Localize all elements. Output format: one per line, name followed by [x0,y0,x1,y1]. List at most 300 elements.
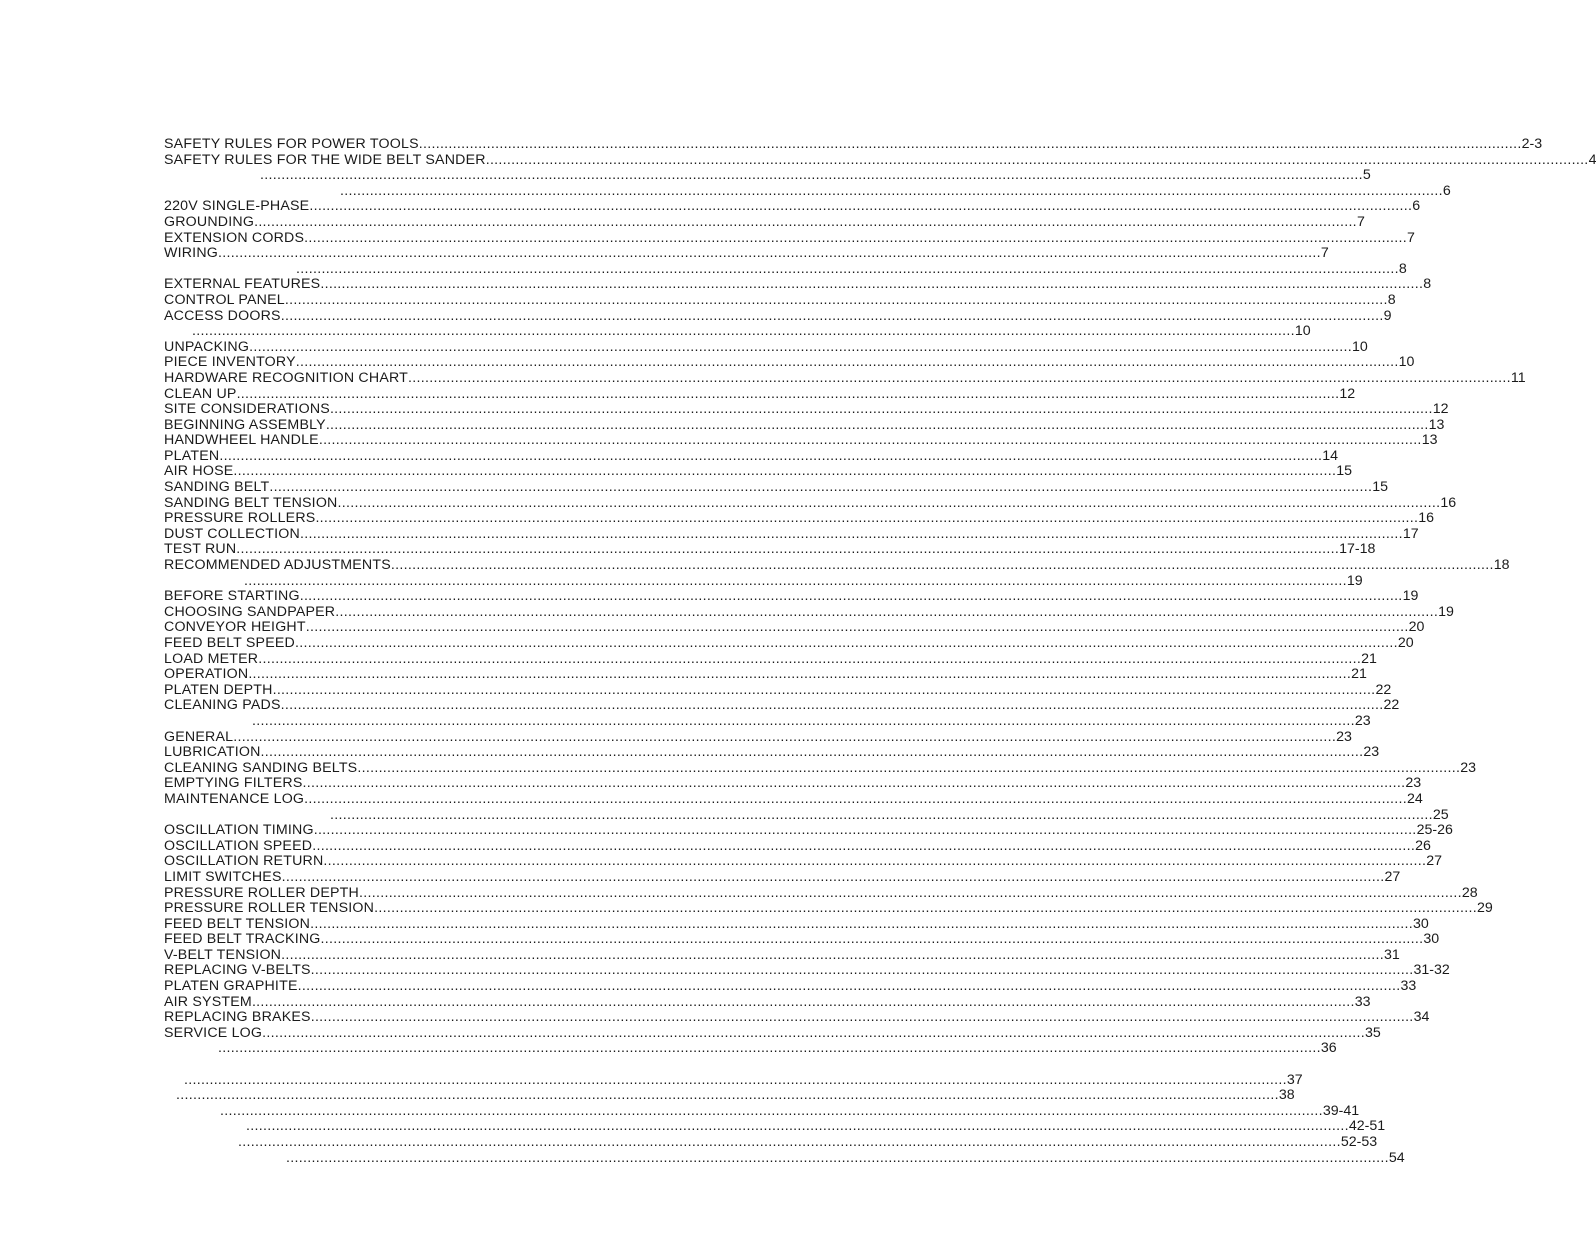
toc-dot-leader: .................................................................................................................................................................................................................................................................... [272,681,1376,698]
toc-entry-line [164,198,1421,215]
toc-entry [0,775,1422,792]
toc-page-number: 42-51 [1348,1118,1386,1135]
toc-page-number: 8 [1423,276,1432,293]
toc-entry-title: CHOOSING SANDPAPER [164,603,336,620]
toc-entry-line [164,619,1425,636]
toc-entry [0,697,1400,714]
toc-entry-line [164,369,1526,387]
toc-entry-title: GENERAL [164,728,234,745]
toc-entry-title: CLEAN UP [164,385,237,402]
toc-entry [0,744,1380,761]
toc-entry-title: PLATEN DEPTH [164,681,273,698]
toc-dot-leader: .................................................................................................................................................................................................................................................................... [323,853,1427,870]
toc-page-number: 15 [1372,479,1389,496]
toc-entry-line [164,900,1493,917]
toc-page-number: 38 [1278,1087,1295,1104]
toc-entry-line [164,588,1419,605]
toc-entry-title: MAINTENANCE LOG [164,790,305,807]
toc-page-number: 2-3 [1521,136,1543,152]
toc-entry [0,182,1451,200]
toc-entry [0,806,1449,824]
toc-entry-line [164,853,1443,870]
toc-entry [0,993,1371,1011]
toc-entry [0,1087,1295,1104]
toc-entry-line [164,432,1438,449]
toc-dot-leader: .................................................................................................................................................................................................................................................................... [485,151,1589,168]
toc-entry-title: OSCILLATION TIMING [164,822,314,839]
toc-entry-line [164,759,1476,777]
toc-dot-leader: .................................................................................................................................................................................................................................................................... [219,447,1323,464]
toc-entry-line [164,822,1453,839]
toc-page-number: 33 [1354,993,1371,1010]
toc-entry [0,900,1493,917]
toc-entry-line [244,572,1363,590]
toc-entry-line [164,868,1401,886]
toc-entry [0,837,1431,855]
toc-page-number: 37 [1286,1071,1303,1088]
toc-entry-title: FEED BELT TRACKING [164,931,321,948]
toc-entry-line [164,338,1368,356]
toc-entry-line [164,213,1365,231]
toc-page-number: 10 [1351,338,1368,355]
toc-entry-line [238,1134,1378,1151]
toc-entry-line [164,837,1431,855]
toc-entry-title: SITE CONSIDERATIONS [164,401,330,418]
toc-dot-leader: .................................................................................................................................................................................................................................................................... [357,759,1461,776]
toc-entry-line [164,666,1367,683]
toc-entry-title: PLATEN GRAPHITE [164,978,298,995]
toc-entry [0,712,1371,730]
toc-dot-leader: .................................................................................................................................................................................................................................................................... [318,432,1422,449]
toc-entry-line [164,307,1392,325]
toc-dot-leader: .................................................................................................................................................................................................................................................................... [192,323,1295,340]
toc-entry-title: OSCILLATION SPEED [164,837,313,854]
toc-entry-title: SAFETY RULES FOR THE WIDE BELT SANDER [164,151,486,168]
toc-dot-leader: .................................................................................................................................................................................................................................................................... [310,962,1414,979]
toc-entry-title: HANDWHEEL HANDLE [164,432,319,449]
toc-page-number: 20 [1408,619,1425,636]
toc-dot-leader: .................................................................................................................................................................................................................................................................... [309,198,1413,215]
toc-entry-title: SERVICE LOG [164,1024,263,1041]
toc-dot-leader: .................................................................................................................................................................................................................................................................... [236,385,1340,402]
toc-dot-leader: .................................................................................................................................................................................................................................................................... [236,541,1340,558]
toc-entry [0,557,1510,574]
toc-entry [0,307,1392,325]
toc-entry [0,525,1419,543]
toc-dot-leader: .................................................................................................................................................................................................................................................................... [408,369,1511,386]
toc-dot-leader: .................................................................................................................................................................................................................................................................... [304,229,1408,246]
toc-entry-title: REPLACING BRAKES [164,1009,311,1026]
toc-entry-line [164,884,1478,902]
toc-dot-leader: .................................................................................................................................................................................................................................................................... [284,291,1388,308]
toc-page-number: 4 [1588,151,1596,168]
toc-entry-title: V-BELT TENSION [164,946,282,963]
toc-entry-title: GROUNDING [164,213,255,230]
toc-entry-title: LIMIT SWITCHES [164,868,282,885]
toc-entry-line [164,1024,1381,1042]
toc-entry-title: UNPACKING [164,338,250,355]
toc-entry-title: ACCESS DOORS [164,307,281,324]
toc-entry [0,447,1338,465]
toc-dot-leader: .................................................................................................................................................................................................................................................................... [296,260,1399,277]
toc-entry [0,494,1457,512]
toc-entry-title: PRESSURE ROLLER TENSION [164,900,375,917]
toc-entry-title: PLATEN [164,447,220,464]
toc-entry-line [164,603,1454,621]
toc-dot-leader: .................................................................................................................................................................................................................................................................... [176,1087,1279,1104]
toc-page-number: 21 [1351,666,1367,683]
toc-entry [0,167,1371,184]
toc-entry-line [164,681,1392,699]
toc-entry-title: SAFETY RULES FOR POWER TOOLS [164,136,419,152]
toc-page-number: 20 [1397,635,1414,651]
toc-entry-line [164,229,1415,247]
toc-entry [0,260,1407,278]
toc-page-number: 7 [1356,213,1365,230]
toc-entry-line [164,291,1396,309]
toc-entry [0,213,1365,231]
toc-entry-title: FEED BELT SPEED [164,635,295,651]
toc-entry-line [164,463,1353,480]
toc-page-number: 13 [1428,416,1445,433]
toc-page-number: 28 [1461,884,1478,901]
toc-page-number: 29 [1476,900,1493,917]
toc-page-number: 23 [1336,728,1352,745]
toc-page-number: 23 [1363,744,1380,761]
toc-entry-title: FEED BELT TENSION [164,915,311,932]
toc-entry-title: PRESSURE ROLLERS [164,510,316,527]
toc-page-number: 31 [1383,946,1400,963]
toc-page-number: 10 [1398,354,1415,371]
toc-entry [0,1149,1405,1167]
toc-dot-leader: .................................................................................................................................................................................................................................................................... [312,837,1416,854]
toc-entry [0,151,1596,169]
toc-page-number: 23 [1354,712,1371,729]
toc-entry-line [252,712,1371,730]
toc-entry-line [164,915,1429,933]
toc-dot-leader: .................................................................................................................................................................................................................................................................... [218,245,1321,262]
toc-page-number: 8 [1387,291,1396,308]
toc-entry [0,1102,1360,1120]
toc-dot-leader: .................................................................................................................................................................................................................................................................... [233,728,1337,745]
toc-entry-line [164,510,1435,527]
toc-entry [0,822,1453,839]
toc-page-number: 18 [1493,557,1510,574]
toc-entry-title: DUST COLLECTION [164,525,300,542]
table-of-contents [0,136,1596,1166]
toc-entry-line [164,447,1338,465]
toc-entry-line [164,790,1423,808]
toc-page-number: 54 [1388,1149,1405,1166]
toc-entry-line [164,697,1400,714]
toc-page-number: 19 [1438,603,1454,620]
toc-page-number: 9 [1383,307,1392,324]
toc-dot-leader: .................................................................................................................................................................................................................................................................... [330,806,1433,823]
toc-page-number: 33 [1400,978,1417,995]
toc-entry-line [164,650,1377,668]
toc-entry [0,915,1429,933]
toc-entry [0,245,1329,262]
toc-entry-line [192,323,1311,340]
toc-page-number: 30 [1412,915,1429,932]
toc-dot-leader: .................................................................................................................................................................................................................................................................... [315,510,1419,527]
toc-page-number: 36 [1320,1040,1337,1057]
toc-spacer [0,1057,954,1073]
toc-entry [0,463,1353,480]
toc-entry-title: EXTERNAL FEATURES [164,276,321,293]
toc-entry [0,229,1415,247]
toc-entry-line [164,151,1596,169]
toc-entry-line [164,416,1445,434]
toc-entry [0,479,1389,496]
toc-entry [0,666,1367,683]
toc-dot-leader: .................................................................................................................................................................................................................................................................... [310,1009,1414,1026]
toc-entry-title: EXTENSION CORDS [164,229,305,246]
toc-entry-line [286,1149,1405,1167]
toc-entry [0,728,1352,746]
toc-page-number: 19 [1402,588,1419,605]
toc-dot-leader: .................................................................................................................................................................................................................................................................... [246,1118,1349,1135]
toc-entry [0,978,1417,995]
toc-entry-line [164,946,1400,964]
toc-dot-leader: .................................................................................................................................................................................................................................................................... [184,1071,1287,1088]
toc-dot-leader: .................................................................................................................................................................................................................................................................... [281,868,1385,885]
toc-page-number: 6 [1412,198,1421,215]
toc-page-number: 13 [1421,432,1438,449]
toc-entry [0,1134,1378,1151]
toc-entry [0,603,1454,621]
toc-entry-title: PIECE INVENTORY [164,354,296,371]
toc-entry-line [164,525,1419,543]
toc-dot-leader: .................................................................................................................................................................................................................................................................... [329,401,1433,418]
toc-dot-leader: .................................................................................................................................................................................................................................................................... [280,697,1384,714]
toc-page-number: 7 [1320,245,1329,262]
toc-entry-title: PRESSURE ROLLER DEPTH [164,884,359,901]
toc-dot-leader: .................................................................................................................................................................................................................................................................... [251,993,1355,1010]
toc-entry-line [164,635,1414,652]
toc-entry [0,354,1415,371]
toc-dot-leader: .................................................................................................................................................................................................................................................................... [299,525,1403,542]
toc-page-number: 30 [1423,931,1440,948]
toc-entry [0,572,1363,590]
toc-entry-line [246,1118,1386,1135]
toc-page-number: 24 [1407,790,1423,807]
toc-entry-line [184,1071,1303,1089]
toc-entry-title: WIRING [164,245,219,262]
toc-entry-title: OPERATION [164,666,249,683]
toc-entry-line [164,494,1457,512]
toc-page-number: 7 [1407,229,1415,246]
toc-dot-leader: .................................................................................................................................................................................................................................................................... [269,479,1373,496]
toc-entry [0,681,1392,699]
toc-dot-leader: .................................................................................................................................................................................................................................................................... [299,588,1403,605]
toc-dot-leader: .................................................................................................................................................................................................................................................................... [262,1024,1365,1041]
toc-entry [0,136,1543,153]
toc-dot-leader: .................................................................................................................................................................................................................................................................... [295,354,1399,371]
toc-page-number: 25-26 [1416,822,1453,839]
toc-entry-line [164,728,1352,746]
toc-page-number: 34 [1413,1009,1430,1026]
toc-entry [0,541,1376,558]
toc-dot-leader: .................................................................................................................................................................................................................................................................... [252,712,1355,729]
toc-dot-leader: .................................................................................................................................................................................................................................................................... [418,136,1522,152]
toc-entry-title: BEFORE STARTING [164,588,300,605]
toc-entry [0,635,1414,652]
toc-dot-leader: .................................................................................................................................................................................................................................................................... [305,619,1409,636]
toc-entry-line [296,260,1407,278]
toc-dot-leader: .................................................................................................................................................................................................................................................................... [325,416,1429,433]
toc-page-number: 35 [1365,1024,1381,1041]
toc-entry-title: HARDWARE RECOGNITION CHART [164,369,409,386]
toc-entry [0,1024,1381,1042]
toc-page-number: 27 [1384,868,1401,885]
toc-dot-leader: .................................................................................................................................................................................................................................................................... [238,1134,1341,1150]
toc-entry-title: CONVEYOR HEIGHT [164,619,306,636]
toc-entry-line [164,245,1329,262]
toc-entry-title: AIR SYSTEM [164,993,252,1010]
toc-entry-line [164,385,1356,403]
toc-entry-title: LUBRICATION [164,744,261,761]
toc-page-number: 12 [1339,385,1356,402]
toc-entry-line [220,1102,1360,1120]
toc-entry-title: SANDING BELT [164,479,270,496]
toc-dot-leader: .................................................................................................................................................................................................................................................................... [310,915,1413,932]
toc-entry [0,338,1368,356]
toc-dot-leader: .................................................................................................................................................................................................................................................................... [258,650,1362,667]
toc-dot-leader: .................................................................................................................................................................................................................................................................... [249,338,1352,355]
toc-dot-leader: .................................................................................................................................................................................................................................................................... [233,463,1337,480]
toc-dot-leader: .................................................................................................................................................................................................................................................................... [260,167,1363,184]
toc-page-number: 16 [1440,494,1457,511]
toc-entry-line [164,136,1543,153]
toc-dot-leader: .................................................................................................................................................................................................................................................................... [335,603,1439,620]
toc-entry [0,619,1425,636]
toc-entry [0,884,1478,902]
toc-entry [0,853,1443,870]
toc-entry-title: SANDING BELT TENSION [164,494,338,511]
toc-entry-title: CLEANING SANDING BELTS [164,759,358,776]
toc-dot-leader: .................................................................................................................................................................................................................................................................... [320,276,1424,293]
toc-entry [0,759,1476,777]
toc-entry [0,401,1449,418]
toc-page-number: 25 [1432,806,1449,823]
toc-page-number: 14 [1322,447,1338,464]
toc-entry [0,432,1438,449]
toc-entry [0,291,1396,309]
toc-dot-leader: .................................................................................................................................................................................................................................................................... [390,557,1494,574]
toc-dot-leader: .................................................................................................................................................................................................................................................................... [320,931,1424,948]
toc-entry [0,1009,1430,1026]
toc-page-number: 17 [1402,525,1419,542]
toc-entry-title: REPLACING V-BELTS [164,962,311,979]
toc-entry [0,931,1440,948]
toc-entry [0,198,1421,215]
toc-page-number: 21 [1361,650,1377,667]
toc-entry-line [164,931,1440,948]
toc-entry-line [218,1040,1337,1057]
toc-entry-line [164,557,1510,574]
toc-entry-line [164,744,1380,761]
toc-page-number: 31-32 [1413,962,1450,979]
toc-entry-line [164,775,1422,792]
toc-page-number: 52-53 [1340,1134,1378,1150]
toc-page-number: 16 [1418,510,1435,527]
toc-dot-leader: .................................................................................................................................................................................................................................................................... [297,978,1401,995]
toc-page-number: 12 [1432,401,1449,418]
toc-entry-title: 220V SINGLE-PHASE [164,198,310,215]
toc-page-number: 5 [1362,167,1371,184]
toc-dot-leader: .................................................................................................................................................................................................................................................................... [244,572,1347,589]
toc-entry [0,276,1432,293]
toc-entry-line [164,962,1450,979]
toc-dot-leader: .................................................................................................................................................................................................................................................................... [313,822,1417,839]
toc-dot-leader: .................................................................................................................................................................................................................................................................... [260,744,1364,761]
toc-entry [0,510,1435,527]
toc-entry-line [164,401,1449,418]
toc-entry [0,1071,1303,1089]
toc-entry-line [330,806,1449,824]
toc-entry-line [164,541,1376,558]
toc-page-number: 22 [1375,681,1392,698]
toc-entry [0,1040,1337,1057]
toc-entry-line [176,1087,1295,1104]
toc-entry-title: TEST RUN [164,541,237,558]
toc-entry-title: CONTROL PANEL [164,291,285,308]
toc-dot-leader: .................................................................................................................................................................................................................................................................... [248,666,1352,683]
toc-entry-line [164,1009,1430,1026]
toc-entry [0,416,1445,434]
toc-dot-leader: .................................................................................................................................................................................................................................................................... [218,1040,1321,1057]
toc-entry [0,868,1401,886]
toc-entry-title: AIR HOSE [164,463,234,480]
toc-page-number: 10 [1294,323,1311,340]
toc-dot-leader: .................................................................................................................................................................................................................................................................... [220,1102,1323,1119]
toc-page-number: 27 [1426,853,1443,870]
toc-page-number: 6 [1442,182,1451,199]
toc-page-number: 23 [1460,759,1476,776]
toc-entry [0,946,1400,964]
toc-entry-title: OSCILLATION RETURN [164,853,324,870]
toc-entry-title: BEGINNING ASSEMBLY [164,416,326,433]
toc-dot-leader: .................................................................................................................................................................................................................................................................... [337,494,1441,511]
toc-page-number: 22 [1383,697,1400,714]
toc-page-number: 39-41 [1322,1102,1360,1119]
toc-entry-line [260,167,1371,184]
toc-entry-title: CLEANING PADS [164,697,281,714]
toc-dot-leader: .................................................................................................................................................................................................................................................................... [280,307,1384,324]
toc-dot-leader: .................................................................................................................................................................................................................................................................... [254,213,1357,230]
toc-page-number: 23 [1405,775,1422,792]
toc-entry-line [340,182,1451,200]
toc-dot-leader: .................................................................................................................................................................................................................................................................... [281,946,1384,963]
toc-dot-leader: .................................................................................................................................................................................................................................................................... [359,884,1462,901]
toc-page-number: 8 [1398,260,1407,277]
toc-page-number: 17-18 [1339,541,1376,558]
toc-page-number: 15 [1336,463,1353,480]
toc-page-number: 26 [1415,837,1431,854]
toc-dot-leader: .................................................................................................................................................................................................................................................................... [374,900,1477,917]
toc-entry-line [164,978,1417,995]
toc-entry [0,323,1311,340]
toc-entry-title: LOAD METER [164,650,259,667]
toc-entry-line [164,993,1371,1011]
toc-entry [0,588,1419,605]
toc-dot-leader: .................................................................................................................................................................................................................................................................... [295,635,1398,651]
toc-entry-line [164,354,1415,371]
toc-entry [0,385,1356,403]
toc-entry-title: EMPTYING FILTERS [164,775,303,792]
toc-entry-line [164,276,1432,293]
